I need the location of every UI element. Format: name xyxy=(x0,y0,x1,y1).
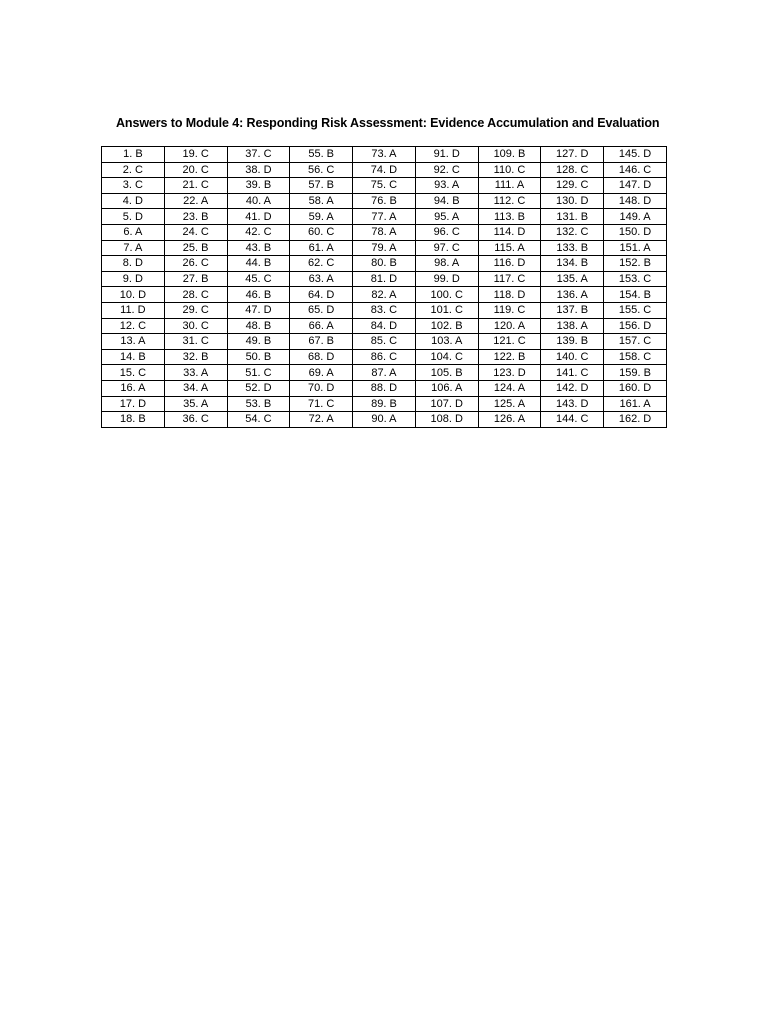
answer-cell: 84. D xyxy=(353,318,416,334)
answer-cell: 130. D xyxy=(541,193,604,209)
table-row xyxy=(102,318,667,334)
answer-cell: 127. D xyxy=(541,147,604,163)
answer-cell: 125. A xyxy=(478,396,541,412)
answer-cell: 47. D xyxy=(227,302,290,318)
answer-cell: 23. B xyxy=(164,209,227,225)
answer-cell: 156. D xyxy=(604,318,667,334)
answer-cell: 89. B xyxy=(353,396,416,412)
answer-cell: 82. A xyxy=(353,287,416,303)
answer-cell: 117. C xyxy=(478,271,541,287)
answer-cell: 59. A xyxy=(290,209,353,225)
answer-cell: 61. A xyxy=(290,240,353,256)
answer-cell: 49. B xyxy=(227,334,290,350)
answer-cell: 151. A xyxy=(604,240,667,256)
answer-cell: 122. B xyxy=(478,349,541,365)
answer-cell: 155. C xyxy=(604,302,667,318)
answer-cell: 56. C xyxy=(290,162,353,178)
answer-cell: 24. C xyxy=(164,224,227,240)
answer-cell: 44. B xyxy=(227,256,290,272)
answer-cell: 20. C xyxy=(164,162,227,178)
table-row xyxy=(102,396,667,412)
answer-cell: 143. D xyxy=(541,396,604,412)
answer-cell: 77. A xyxy=(353,209,416,225)
answer-cell: 128. C xyxy=(541,162,604,178)
answer-cell: 71. C xyxy=(290,396,353,412)
answer-cell: 149. A xyxy=(604,209,667,225)
answer-cell: 50. B xyxy=(227,349,290,365)
answer-cell: 99. D xyxy=(415,271,478,287)
answer-cell: 129. C xyxy=(541,178,604,194)
answer-cell: 108. D xyxy=(415,412,478,428)
answer-cell: 93. A xyxy=(415,178,478,194)
answer-cell: 62. C xyxy=(290,256,353,272)
table-row xyxy=(102,287,667,303)
answer-cell: 104. C xyxy=(415,349,478,365)
answer-cell: 90. A xyxy=(353,412,416,428)
answer-cell: 2. C xyxy=(102,162,165,178)
answer-cell: 118. D xyxy=(478,287,541,303)
answer-cell: 75. C xyxy=(353,178,416,194)
answer-cell: 78. A xyxy=(353,224,416,240)
answer-cell: 85. C xyxy=(353,334,416,350)
answer-cell: 40. A xyxy=(227,193,290,209)
answer-cell: 27. B xyxy=(164,271,227,287)
answer-cell: 46. B xyxy=(227,287,290,303)
answer-cell: 161. A xyxy=(604,396,667,412)
table-row xyxy=(102,271,667,287)
answer-cell: 97. C xyxy=(415,240,478,256)
table-row xyxy=(102,162,667,178)
answer-cell: 37. C xyxy=(227,147,290,163)
answer-cell: 64. D xyxy=(290,287,353,303)
answer-cell: 63. A xyxy=(290,271,353,287)
answer-cell: 140. C xyxy=(541,349,604,365)
answer-cell: 113. B xyxy=(478,209,541,225)
table-row xyxy=(102,380,667,396)
table-row xyxy=(102,209,667,225)
answer-cell: 34. A xyxy=(164,380,227,396)
answer-cell: 74. D xyxy=(353,162,416,178)
answer-cell: 160. D xyxy=(604,380,667,396)
answer-cell: 126. A xyxy=(478,412,541,428)
answer-cell: 111. A xyxy=(478,178,541,194)
answer-cell: 22. A xyxy=(164,193,227,209)
table-row xyxy=(102,178,667,194)
answer-cell: 107. D xyxy=(415,396,478,412)
answer-cell: 32. B xyxy=(164,349,227,365)
answer-cell: 116. D xyxy=(478,256,541,272)
answer-cell: 9. D xyxy=(102,271,165,287)
answer-cell: 43. B xyxy=(227,240,290,256)
table-row xyxy=(102,193,667,209)
answer-cell: 16. A xyxy=(102,380,165,396)
answer-cell: 14. B xyxy=(102,349,165,365)
answer-cell: 105. B xyxy=(415,365,478,381)
answer-cell: 58. A xyxy=(290,193,353,209)
answer-cell: 138. A xyxy=(541,318,604,334)
answer-cell: 5. D xyxy=(102,209,165,225)
answer-cell: 38. D xyxy=(227,162,290,178)
answer-cell: 121. C xyxy=(478,334,541,350)
answer-cell: 94. B xyxy=(415,193,478,209)
answer-cell: 142. D xyxy=(541,380,604,396)
answer-cell: 145. D xyxy=(604,147,667,163)
answer-cell: 147. D xyxy=(604,178,667,194)
answer-cell: 69. A xyxy=(290,365,353,381)
answer-cell: 36. C xyxy=(164,412,227,428)
answer-cell: 106. A xyxy=(415,380,478,396)
answer-cell: 81. D xyxy=(353,271,416,287)
answer-cell: 88. D xyxy=(353,380,416,396)
answer-cell: 120. A xyxy=(478,318,541,334)
answer-cell: 100. C xyxy=(415,287,478,303)
answer-cell: 135. A xyxy=(541,271,604,287)
answer-cell: 150. D xyxy=(604,224,667,240)
answer-cell: 144. C xyxy=(541,412,604,428)
answer-cell: 114. D xyxy=(478,224,541,240)
answer-cell: 66. A xyxy=(290,318,353,334)
answer-cell: 110. C xyxy=(478,162,541,178)
answer-cell: 8. D xyxy=(102,256,165,272)
answer-cell: 79. A xyxy=(353,240,416,256)
answer-cell: 13. A xyxy=(102,334,165,350)
answer-cell: 80. B xyxy=(353,256,416,272)
table-row xyxy=(102,224,667,240)
answer-cell: 12. C xyxy=(102,318,165,334)
answer-cell: 6. A xyxy=(102,224,165,240)
answer-cell: 162. D xyxy=(604,412,667,428)
answer-cell: 70. D xyxy=(290,380,353,396)
page-title: Answers to Module 4: Responding Risk Assessment: Evidence Accumulation and Evaluation xyxy=(116,116,660,130)
answer-cell: 103. A xyxy=(415,334,478,350)
answer-cell: 119. C xyxy=(478,302,541,318)
answer-cell: 29. C xyxy=(164,302,227,318)
answer-cell: 25. B xyxy=(164,240,227,256)
answer-cell: 4. D xyxy=(102,193,165,209)
answer-cell: 73. A xyxy=(353,147,416,163)
table-row xyxy=(102,365,667,381)
answer-cell: 55. B xyxy=(290,147,353,163)
answer-cell: 39. B xyxy=(227,178,290,194)
table-row xyxy=(102,147,667,163)
answer-cell: 131. B xyxy=(541,209,604,225)
answer-cell: 35. A xyxy=(164,396,227,412)
answer-cell: 31. C xyxy=(164,334,227,350)
answer-cell: 53. B xyxy=(227,396,290,412)
answer-cell: 136. A xyxy=(541,287,604,303)
answer-cell: 112. C xyxy=(478,193,541,209)
answer-key-table-body xyxy=(102,147,667,428)
answer-cell: 123. D xyxy=(478,365,541,381)
table-row xyxy=(102,334,667,350)
answer-cell: 101. C xyxy=(415,302,478,318)
answer-cell: 7. A xyxy=(102,240,165,256)
answer-cell: 153. C xyxy=(604,271,667,287)
answer-cell: 26. C xyxy=(164,256,227,272)
answer-cell: 124. A xyxy=(478,380,541,396)
answer-key-table xyxy=(101,146,667,428)
answer-cell: 102. B xyxy=(415,318,478,334)
answer-cell: 148. D xyxy=(604,193,667,209)
table-row xyxy=(102,256,667,272)
answer-cell: 87. A xyxy=(353,365,416,381)
table-row xyxy=(102,349,667,365)
answer-cell: 154. B xyxy=(604,287,667,303)
answer-cell: 141. C xyxy=(541,365,604,381)
answer-cell: 54. C xyxy=(227,412,290,428)
answer-cell: 139. B xyxy=(541,334,604,350)
answer-cell: 95. A xyxy=(415,209,478,225)
answer-cell: 132. C xyxy=(541,224,604,240)
answer-cell: 15. C xyxy=(102,365,165,381)
answer-cell: 91. D xyxy=(415,147,478,163)
answer-cell: 30. C xyxy=(164,318,227,334)
answer-cell: 109. B xyxy=(478,147,541,163)
answer-cell: 92. C xyxy=(415,162,478,178)
table-row xyxy=(102,302,667,318)
answer-cell: 33. A xyxy=(164,365,227,381)
answer-cell: 67. B xyxy=(290,334,353,350)
answer-cell: 115. A xyxy=(478,240,541,256)
answer-cell: 76. B xyxy=(353,193,416,209)
table-row xyxy=(102,412,667,428)
answer-cell: 86. C xyxy=(353,349,416,365)
answer-cell: 42. C xyxy=(227,224,290,240)
answer-cell: 68. D xyxy=(290,349,353,365)
answer-cell: 51. C xyxy=(227,365,290,381)
answer-cell: 137. B xyxy=(541,302,604,318)
answer-cell: 18. B xyxy=(102,412,165,428)
answer-cell: 159. B xyxy=(604,365,667,381)
answer-cell: 41. D xyxy=(227,209,290,225)
answer-cell: 57. B xyxy=(290,178,353,194)
answer-cell: 21. C xyxy=(164,178,227,194)
answer-cell: 1. B xyxy=(102,147,165,163)
answer-cell: 152. B xyxy=(604,256,667,272)
answer-cell: 98. A xyxy=(415,256,478,272)
answer-cell: 3. C xyxy=(102,178,165,194)
table-row xyxy=(102,240,667,256)
answer-cell: 45. C xyxy=(227,271,290,287)
answer-cell: 146. C xyxy=(604,162,667,178)
answer-cell: 158. C xyxy=(604,349,667,365)
answer-cell: 10. D xyxy=(102,287,165,303)
answer-cell: 72. A xyxy=(290,412,353,428)
answer-cell: 60. C xyxy=(290,224,353,240)
answer-cell: 65. D xyxy=(290,302,353,318)
answer-cell: 28. C xyxy=(164,287,227,303)
answer-cell: 157. C xyxy=(604,334,667,350)
answer-cell: 17. D xyxy=(102,396,165,412)
answer-cell: 11. D xyxy=(102,302,165,318)
answer-cell: 133. B xyxy=(541,240,604,256)
answer-cell: 134. B xyxy=(541,256,604,272)
answer-cell: 52. D xyxy=(227,380,290,396)
answer-cell: 48. B xyxy=(227,318,290,334)
answer-cell: 19. C xyxy=(164,147,227,163)
answer-cell: 83. C xyxy=(353,302,416,318)
answer-cell: 96. C xyxy=(415,224,478,240)
